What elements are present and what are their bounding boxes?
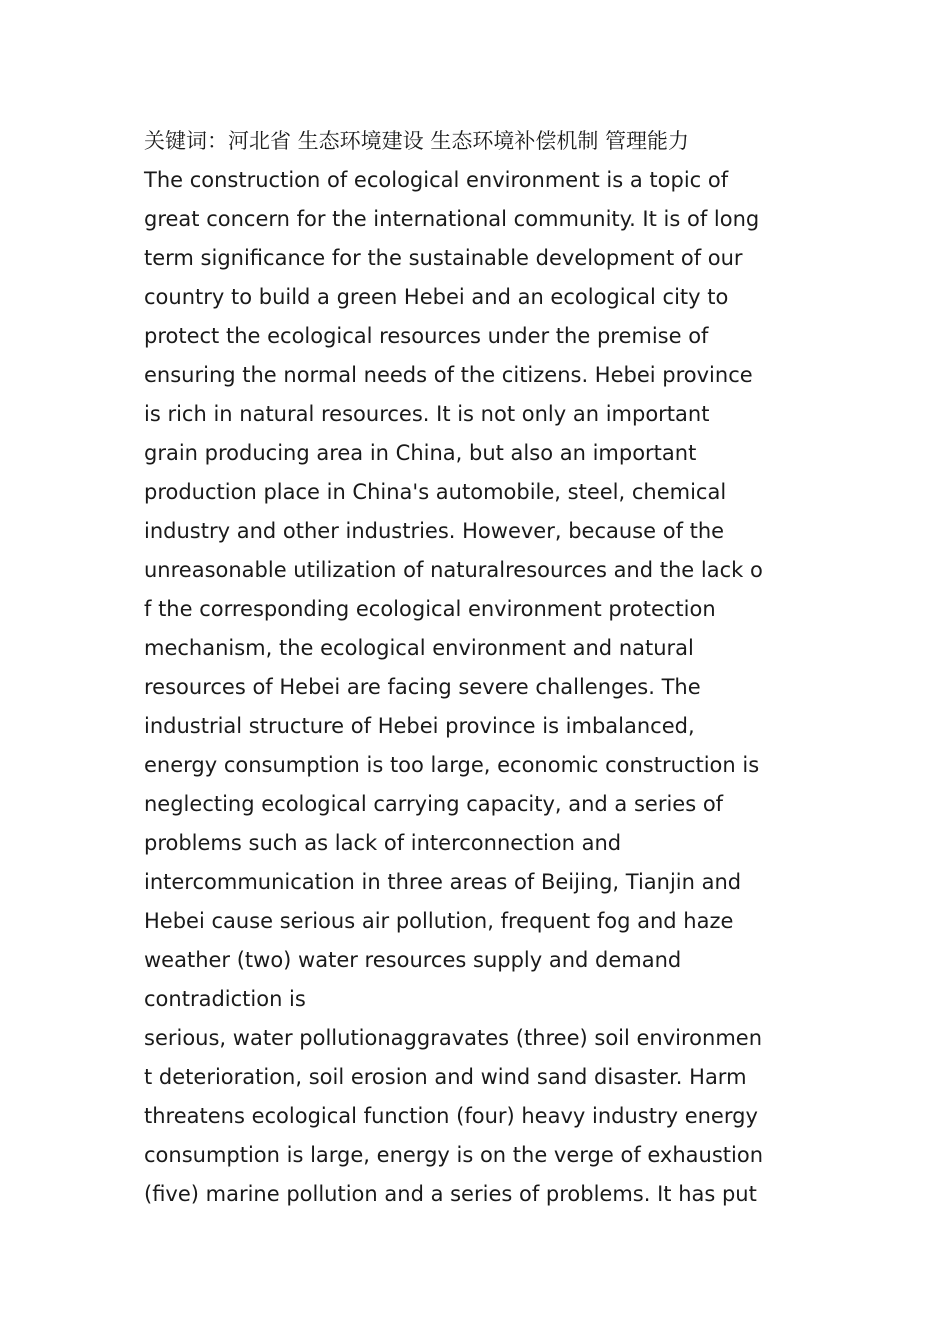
body-line: industrial structure of Hebei province is imbalanced, bbox=[144, 714, 695, 738]
body-line: serious, water pollutionaggravates (three) soil environmen bbox=[144, 1026, 763, 1050]
body-line: resources of Hebei are facing severe challenges. The bbox=[144, 675, 701, 699]
body-line: threatens ecological function (four) heavy industry energy bbox=[144, 1104, 758, 1128]
body-line: weather (two) water resources supply and demand bbox=[144, 948, 682, 972]
body-line: energy consumption is too large, economic construction is bbox=[144, 753, 760, 777]
body-line: country to build a green Hebei and an ecological city to bbox=[144, 285, 729, 309]
body-line: term significance for the sustainable development of our bbox=[144, 246, 743, 270]
body-line: t deterioration, soil erosion and wind sand disaster. Harm bbox=[144, 1065, 747, 1089]
body-line: ensuring the normal needs of the citizens. Hebei province bbox=[144, 363, 753, 387]
body-line: production place in China's automobile, steel, chemical bbox=[144, 480, 727, 504]
body-line: The construction of ecological environment is a topic of bbox=[144, 168, 729, 192]
body-line: intercommunication in three areas of Beijing, Tianjin and bbox=[144, 870, 742, 894]
body-line: f the corresponding ecological environment protection bbox=[144, 597, 716, 621]
body-line: (five) marine pollution and a series of problems. It has put bbox=[144, 1182, 757, 1206]
body-line: Hebei cause serious air pollution, frequent fog and haze bbox=[144, 909, 734, 933]
body-line: industry and other industries. However, because of the bbox=[144, 519, 725, 543]
body-line: is rich in natural resources. It is not only an important bbox=[144, 402, 710, 426]
body-line: great concern for the international community. It is of long bbox=[144, 207, 760, 231]
body-line: unreasonable utilization of naturalresources and the lack o bbox=[144, 558, 763, 582]
body-line: problems such as lack of interconnection and bbox=[144, 831, 622, 855]
keywords-line: 关键词：河北省 生态环境建设 生态环境补偿机制 管理能力 bbox=[144, 129, 690, 153]
body-line: contradiction is bbox=[144, 987, 306, 1011]
body-line: protect the ecological resources under the premise of bbox=[144, 324, 709, 348]
body-line: neglecting ecological carrying capacity, and a series of bbox=[144, 792, 724, 816]
body-line: mechanism, the ecological environment and natural bbox=[144, 636, 694, 660]
body-line: consumption is large, energy is on the verge of exhaustion bbox=[144, 1143, 764, 1167]
document-body bbox=[144, 122, 824, 1214]
body-line: grain producing area in China, but also an important bbox=[144, 441, 697, 465]
